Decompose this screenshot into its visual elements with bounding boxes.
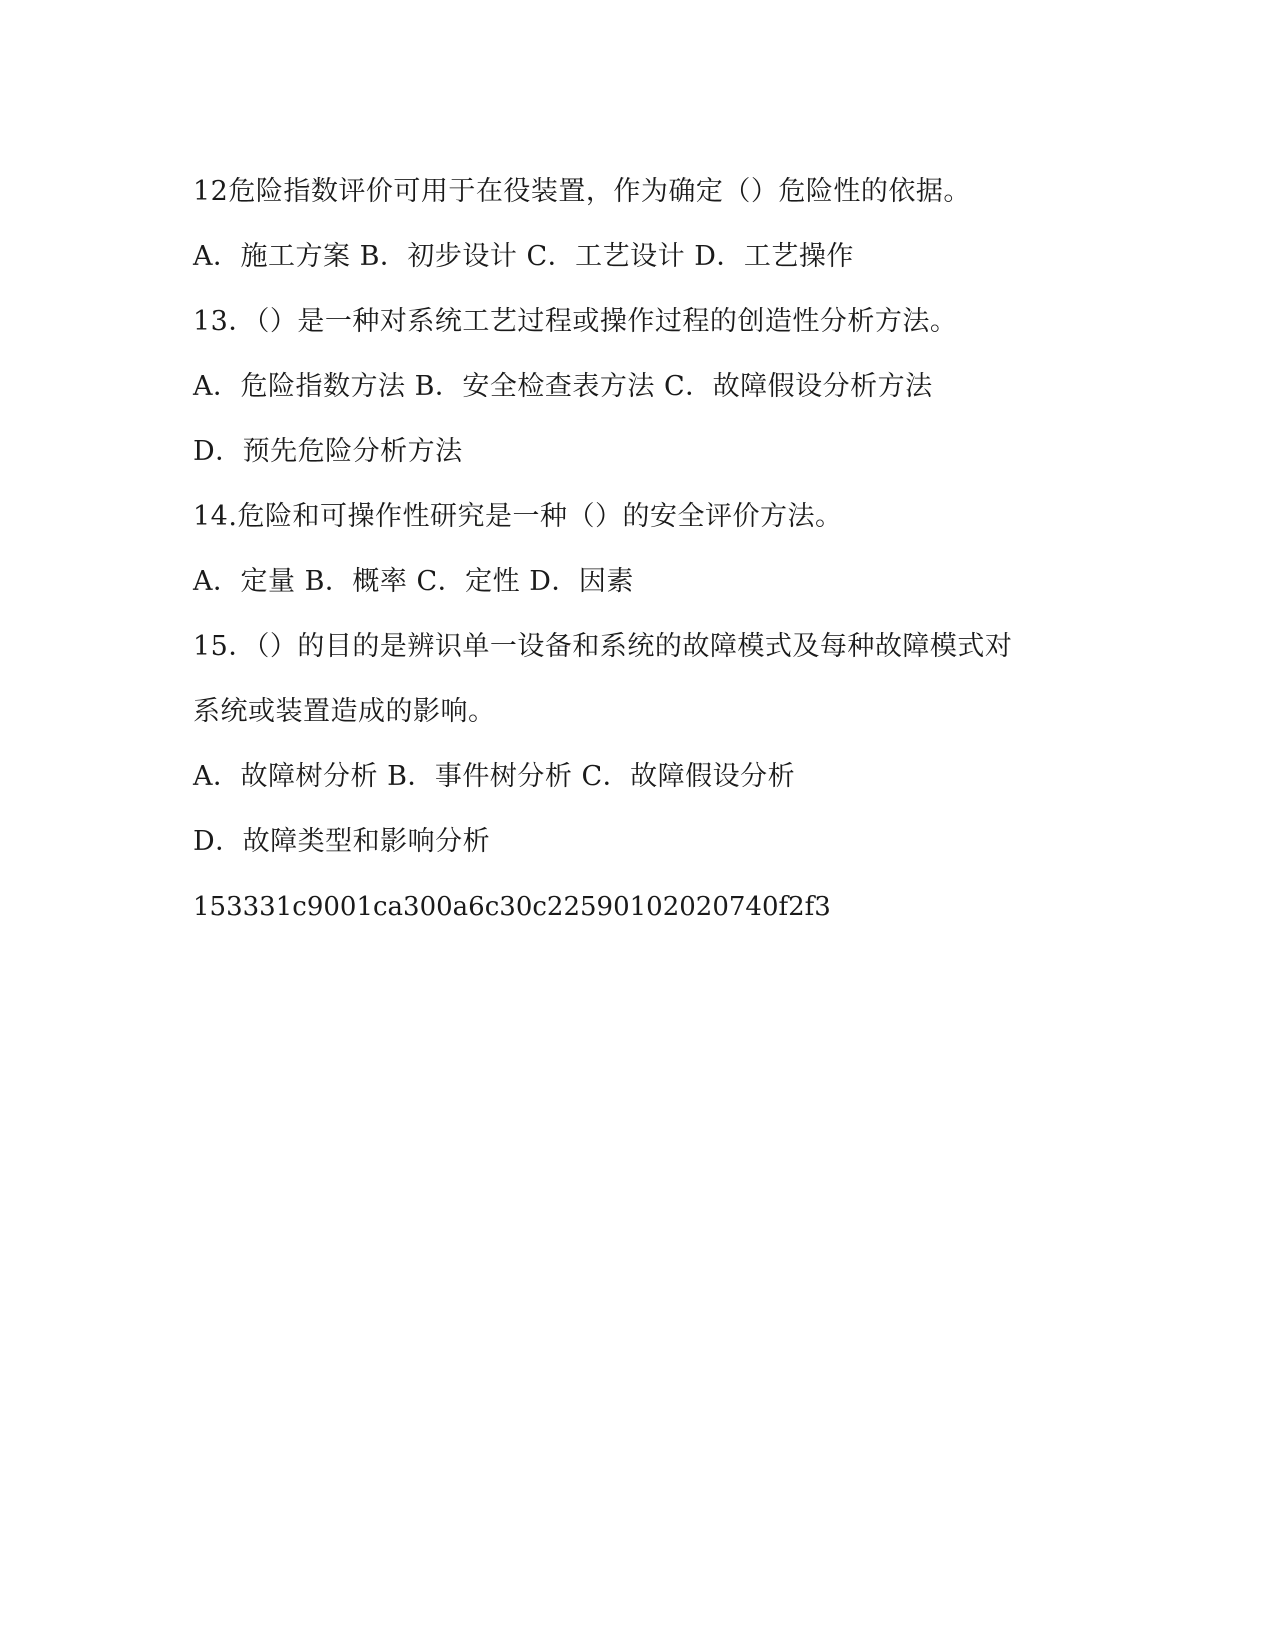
question-13-options: A．危险指数方法 B．安全检查表方法 C．故障假设分析方法 bbox=[193, 371, 933, 402]
question-13-option-d: D．预先危险分析方法 bbox=[193, 436, 463, 467]
question-15-text: 15．（）的目的是辨识单一设备和系统的故障模式及每种故障模式对 bbox=[193, 631, 1013, 662]
question-15-text-continued: 系统或装置造成的影响。 bbox=[193, 696, 496, 727]
question-list bbox=[193, 166, 1093, 946]
question-12-options: A．施工方案 B．初步设计 C．工艺设计 D．工艺操作 bbox=[193, 241, 854, 272]
question-14-text: 14.危险和可操作性研究是一种（）的安全评价方法。 bbox=[193, 501, 843, 532]
question-15-options: A．故障树分析 B．事件树分析 C．故障假设分析 bbox=[193, 761, 796, 792]
question-12-text: 12危险指数评价可用于在役装置，作为确定（）危险性的依据。 bbox=[193, 176, 971, 207]
question-13-text: 13．（）是一种对系统工艺过程或操作过程的创造性分析方法。 bbox=[193, 306, 958, 337]
question-15-option-d: D．故障类型和影响分析 bbox=[193, 826, 491, 857]
document-hash: 153331c9001ca300a6c30c22590102020740f2f3 bbox=[193, 892, 831, 922]
question-14-options: A．定量 B．概率 C．定性 D．因素 bbox=[193, 566, 634, 597]
